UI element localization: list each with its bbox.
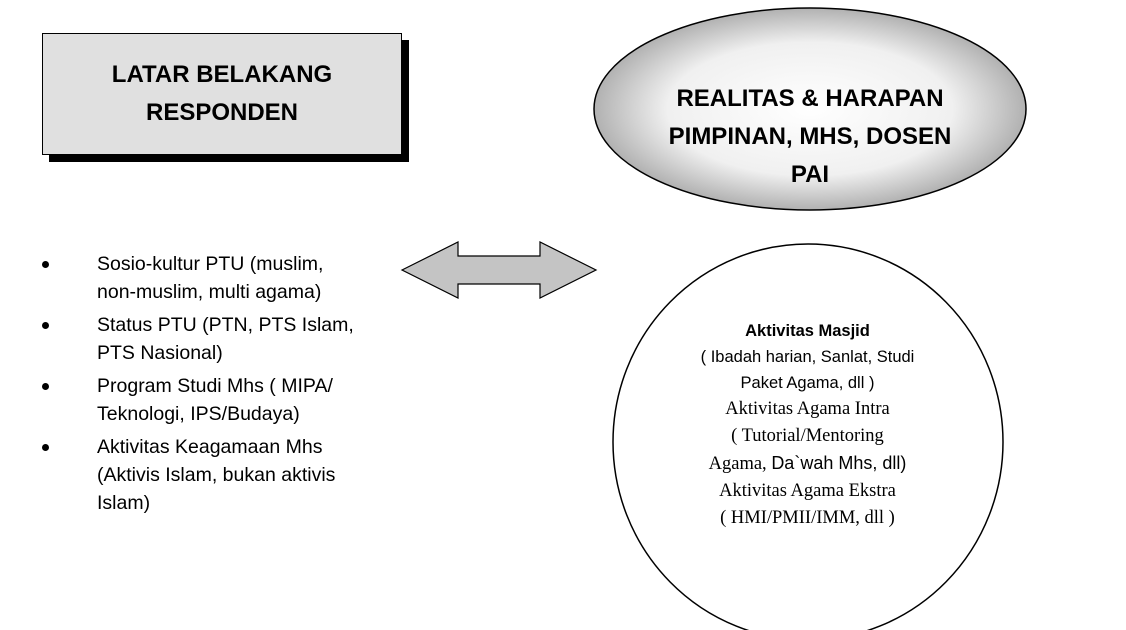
bullet-line: (Aktivis Islam, bukan aktivis [97,464,336,486]
oval-line: REALITAS & HARAPAN [676,85,944,112]
bullet-item [35,311,405,367]
bullet-line: Program Studi Mhs ( MIPA/ [97,375,333,397]
bullet-line: Teknologi, IPS/Budaya) [97,403,300,425]
oval-line: PAI [790,161,830,188]
circle-line: Aktivitas Agama Intra [725,399,890,419]
responden-bullet-list [35,250,405,522]
circle-line-mixed [645,450,970,478]
bullet-item [35,433,405,517]
circle-line: ( HMI/PMII/IMM, dll ) [720,508,895,528]
circle-line: ( Tutorial/Mentoring [731,426,884,446]
aktivitas-circle-text [645,318,970,532]
bullet-line: Islam) [97,492,151,514]
realitas-oval-text [640,80,980,194]
oval-line: PIMPINAN, MHS, DOSEN [668,123,952,150]
bullet-dot-icon [42,444,49,451]
bullet-line: Status PTU (PTN, PTS Islam, [97,314,354,336]
circle-line: ( Ibadah harian, Sanlat, Studi [700,348,915,366]
box-line: RESPONDEN [145,99,299,126]
circle-title: Aktivitas Masjid [745,322,870,340]
bullet-dot-icon [42,383,49,390]
box-line: LATAR BELAKANG [111,61,333,88]
bullet-line: non-muslim, multi agama) [97,281,322,303]
bullet-dot-icon [42,261,49,268]
bullet-line: Aktivitas Keagamaan Mhs [97,436,323,458]
bullet-line: Sosio-kultur PTU (muslim, [97,253,324,275]
circle-line-sans: Da`wah Mhs, dll) [771,453,907,473]
latar-belakang-box [42,33,402,155]
double-arrow [402,242,596,298]
circle-line: Paket Agama, dll ) [740,374,875,392]
circle-line-prefix: Agama, [708,454,772,474]
bullet-item [35,250,405,306]
circle-line: Aktivitas Agama Ekstra [719,481,896,501]
bullet-line: PTS Nasional) [97,342,223,364]
bullet-dot-icon [42,322,49,329]
bullet-item [35,372,405,428]
